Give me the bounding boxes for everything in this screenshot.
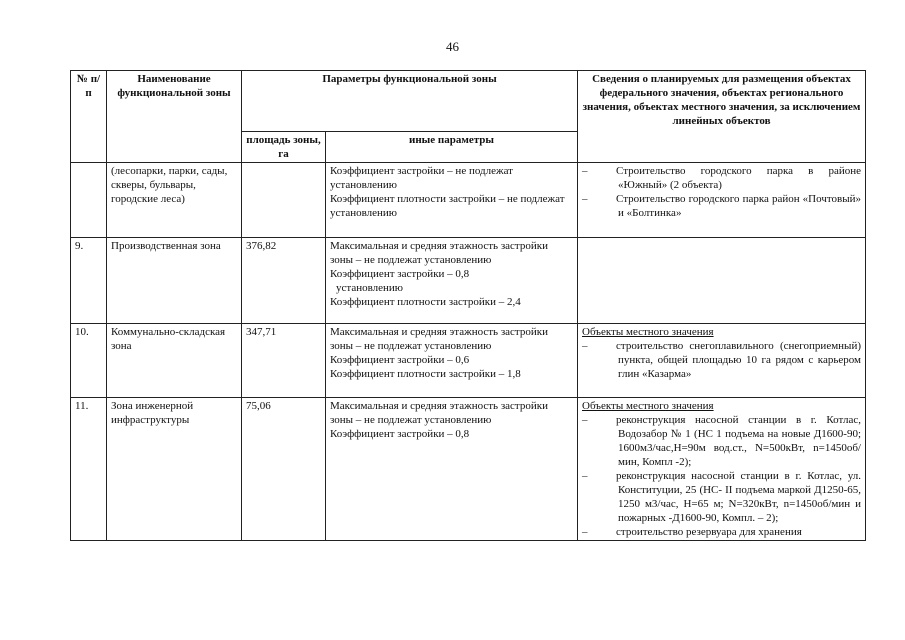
object-text: реконструкция насосной станции в г. Котлас, ул. Конституции, 25 (НС- II подъема маркой Д1250-65, 1250 м3/час, Н=65 м; N=320кВт, n=1450об/мин и пожарных -Д1600-90, Компл. – 2); (616, 470, 861, 524)
row-planned-objects (578, 324, 866, 398)
object-item (582, 192, 861, 220)
row-zone-name: Зона инженерной инфраструктуры (107, 398, 242, 541)
param-line: Коэффициент плотности застройки – 1,8 (330, 368, 521, 380)
row-planned-objects (578, 238, 866, 324)
table-row (71, 398, 866, 541)
param-line: Максимальная и средняя этажность застройки зоны – не подлежат установлению (330, 240, 548, 266)
row-area: 75,06 (242, 398, 326, 541)
row-area: 347,71 (242, 324, 326, 398)
param-line: Коэффициент застройки – 0,6 (330, 354, 470, 366)
dash-marker: – (582, 414, 588, 426)
row-num (71, 163, 107, 238)
header-num: № п/п (71, 71, 107, 163)
row-zone-name: (лесопарки, парки, сады, скверы, бульвары, городские леса) (107, 163, 242, 238)
table-row (71, 238, 866, 324)
row-area: 376,82 (242, 238, 326, 324)
row-area (242, 163, 326, 238)
objects-heading: Объекты местного значения (582, 326, 714, 338)
page-number: 46 (446, 39, 459, 54)
dash-marker: – (582, 165, 588, 177)
object-item (582, 525, 861, 539)
row-num: 11. (71, 398, 107, 541)
table-row (71, 163, 866, 238)
param-line: Коэффициент застройки – 0,8 (330, 268, 470, 280)
dash-marker: – (582, 193, 588, 205)
param-line: установлению (336, 282, 404, 294)
dash-marker: – (582, 340, 588, 352)
object-text: реконструкция насосной станции в г. Котлас, Водозабор № 1 (НС 1 подъема на новые Д1600-90; 1600м3/час,Н=90м вод.ст., N=500кВт, n=1450об/мин, Компл -2); (616, 414, 861, 468)
param-line: Максимальная и средняя этажность застройки зоны – не подлежат установлению (330, 326, 548, 352)
header-planned-objects: Сведения о планируемых для размещения объектах федерального значения, объектах регионального значения, объектах местного значения, за исключением линейных объектов (578, 71, 866, 163)
param-line: Коэффициент застройки – 0,8 (330, 428, 470, 440)
object-item (582, 339, 861, 381)
row-planned-objects (578, 163, 866, 238)
object-text: Строительство городского парка в районе «Южный» (2 объекта) (616, 165, 861, 191)
param-line: Коэффициент плотности застройки – не подлежат установлению (330, 193, 565, 219)
header-area: площадь зоны, га (242, 132, 326, 163)
row-params (326, 398, 578, 541)
row-params (326, 238, 578, 324)
object-text: Строительство городского парка район «Почтовый» и «Болтинка» (616, 193, 861, 219)
row-num: 9. (71, 238, 107, 324)
object-item (582, 164, 861, 192)
header-zone-name: Наименование функциональной зоны (107, 71, 242, 163)
object-item (582, 413, 861, 469)
object-text: строительство снегоплавильного (снегоприемный) пункта, общей площадью 10 га рядом с карьером глин «Казарма» (616, 340, 861, 380)
param-line: Коэффициент застройки – не подлежат установлению (330, 165, 513, 191)
object-text: строительство резервуара для хранения (616, 526, 802, 538)
objects-heading: Объекты местного значения (582, 400, 714, 412)
table-header-row (71, 71, 866, 132)
dash-marker: – (582, 470, 588, 482)
row-zone-name: Производственная зона (107, 238, 242, 324)
table-row (71, 324, 866, 398)
row-params (326, 163, 578, 238)
row-params (326, 324, 578, 398)
header-other-params: иные параметры (326, 132, 578, 163)
row-zone-name: Коммунально-складская зона (107, 324, 242, 398)
param-line: Максимальная и средняя этажность застройки зоны – не подлежат установлению (330, 400, 548, 426)
object-item (582, 469, 861, 525)
dash-marker: – (582, 526, 588, 538)
row-num: 10. (71, 324, 107, 398)
param-line: Коэффициент плотности застройки – 2,4 (330, 296, 521, 308)
row-planned-objects (578, 398, 866, 541)
header-zone-params: Параметры функциональной зоны (242, 71, 578, 132)
functional-zones-table (70, 70, 866, 541)
